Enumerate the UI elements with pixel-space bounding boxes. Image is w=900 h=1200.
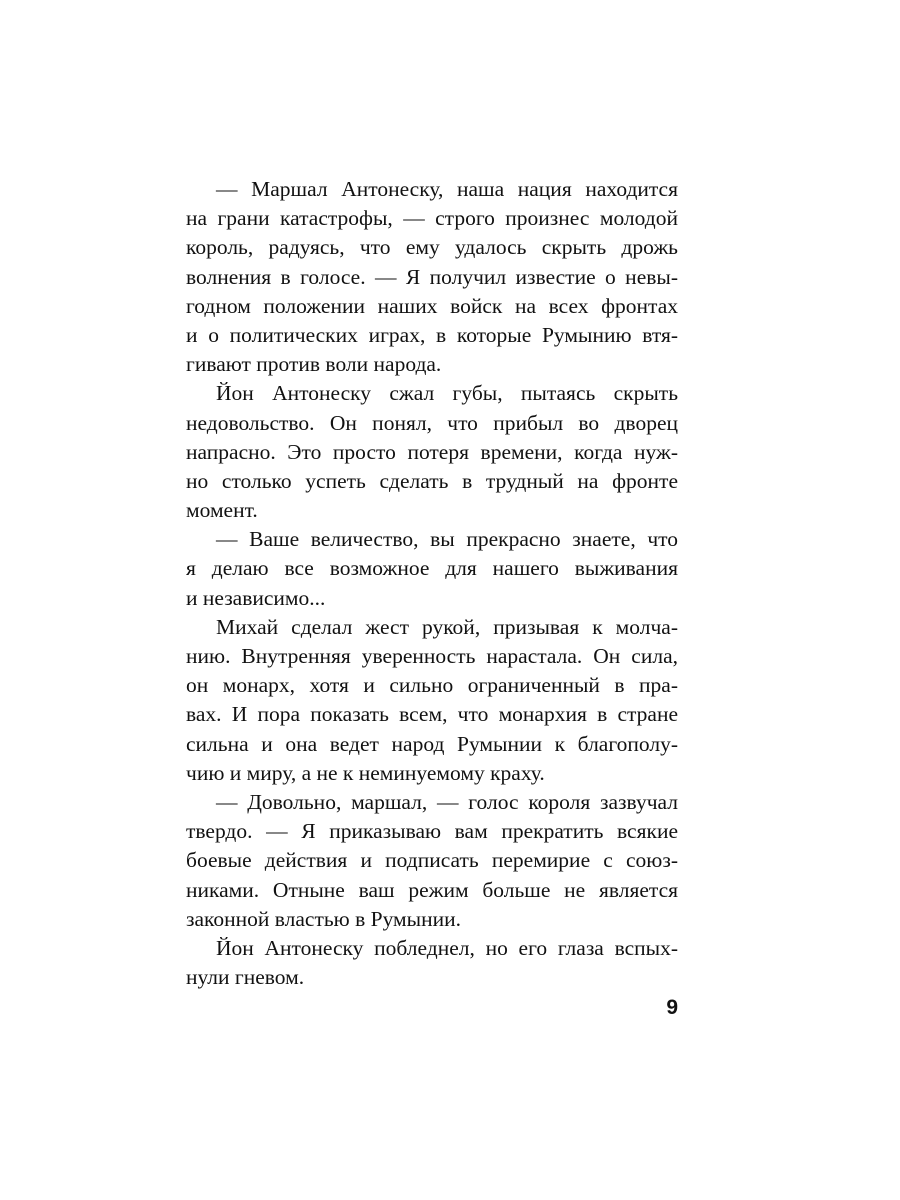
text-line: и независимо... (186, 585, 326, 610)
text-line: король, радуясь, что ему удалось скрыть дрожь (186, 235, 678, 260)
text-line: твердо. — Я приказываю вам прекратить всякие (186, 819, 678, 844)
text-line: чию и миру, а не к неминуемому краху. (186, 760, 545, 785)
text-line: Йон Антонеску побледнел, но его глаза вспых- (216, 935, 678, 960)
paragraph (186, 613, 678, 788)
text-line: — Маршал Антонеску, наша нация находится (216, 177, 678, 201)
text-line: нию. Внутренняя уверенность нарастала. Он сила, (186, 644, 678, 668)
text-line: законной властью в Румынии. (186, 906, 461, 931)
text-line: сильна и она ведет народ Румынии к благополу- (186, 731, 678, 756)
text-line: недовольство. Он понял, что прибыл во дворец (186, 410, 678, 435)
text-line: он монарх, хотя и сильно ограниченный в пра- (186, 673, 678, 698)
body-text (186, 175, 678, 992)
text-line: Йон Антонеску сжал губы, пытаясь скрыть (216, 381, 678, 406)
page-number: 9 (666, 996, 678, 1019)
text-line: боевые действия и подписать перемирие с союз- (186, 848, 678, 873)
text-line: нули гневом. (186, 965, 305, 990)
text-line: волнения в голосе. — Я получил известие о невы- (186, 264, 678, 289)
text-line: но столько успеть сделать в трудный на фронте (186, 468, 678, 493)
text-line: и о политических играх, в которые Румынию втя- (186, 322, 678, 347)
paragraph (186, 788, 678, 934)
text-line: гивают против воли народа. (186, 352, 442, 377)
text-line: напрасно. Это просто потеря времени, когда нуж- (186, 439, 678, 464)
text-line: момент. (186, 498, 258, 523)
text-line: никами. Отныне ваш режим больше не является (186, 877, 678, 902)
text-line: на грани катастрофы, — строго произнес молодой (186, 206, 678, 231)
paragraph (186, 525, 678, 613)
text-line: годном положении наших войск на всех фронтах (186, 293, 678, 318)
text-line: вах. И пора показать всем, что монархия в стране (186, 702, 678, 727)
paragraph (186, 934, 678, 992)
text-line: я делаю все возможное для нашего выживания (186, 556, 678, 581)
text-line: — Довольно, маршал, — голос короля зазвучал (216, 789, 678, 814)
paragraph (186, 175, 678, 379)
paragraph (186, 379, 678, 525)
text-line: Михай сделал жест рукой, призывая к молча- (216, 614, 678, 639)
text-line: — Ваше величество, вы прекрасно знаете, что (216, 527, 678, 552)
